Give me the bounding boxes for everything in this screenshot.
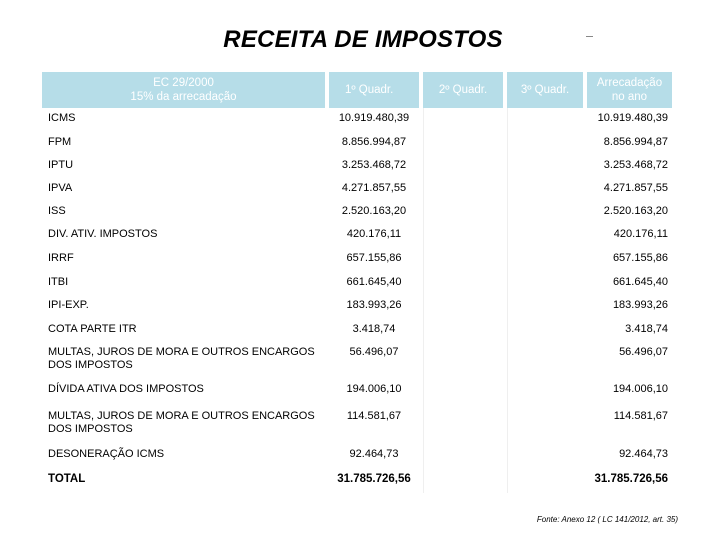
table-row xyxy=(42,224,672,248)
table-row xyxy=(42,406,672,444)
header-ec29-line2: 15% da arrecadação xyxy=(130,91,237,103)
table-row xyxy=(42,444,672,469)
table-row xyxy=(42,342,672,379)
row-label: DIV. ATIV. IMPOSTOS xyxy=(48,228,158,240)
row-q1-value: 3.418,74 xyxy=(352,323,396,335)
header-q2: 2º Quadr. xyxy=(423,72,503,108)
table-row xyxy=(42,379,672,406)
row-total-value: 3.253.468,72 xyxy=(603,159,668,171)
row-label: MULTAS, JUROS DE MORA E OUTROS ENCARGOS DOS IMPOSTOS xyxy=(48,410,315,435)
table-row xyxy=(42,295,672,319)
decorative-dash xyxy=(586,36,593,37)
row-total-value: 10.919.480,39 xyxy=(597,112,668,124)
row-q1-value: 194.006,10 xyxy=(346,383,402,395)
table-row xyxy=(42,155,672,178)
header-annual-line1: Arrecadação xyxy=(596,77,663,89)
row-q1-value: 661.645,40 xyxy=(346,276,402,288)
table-row xyxy=(42,201,672,224)
table-row xyxy=(42,108,672,132)
header-annual xyxy=(587,72,672,108)
row-q1-value: 10.919.480,39 xyxy=(338,112,410,124)
row-total-value: 183.993,26 xyxy=(612,299,668,311)
row-q1-value: 2.520.163,20 xyxy=(341,205,407,217)
total-q1-value: 31.785.726,56 xyxy=(337,473,411,485)
row-label: IRRF xyxy=(48,252,74,264)
row-total-value: 657.155,86 xyxy=(612,252,668,264)
row-total-value: 3.418,74 xyxy=(625,323,668,335)
row-q1-value: 657.155,86 xyxy=(346,252,402,264)
table-header-row xyxy=(42,72,672,108)
row-total-value: 420.176,11 xyxy=(613,228,668,240)
row-q1-value: 3.253.468,72 xyxy=(341,159,407,171)
row-q1-value: 8.856.994,87 xyxy=(341,136,407,148)
row-total-value: 114.581,67 xyxy=(613,410,668,422)
row-label: ITBI xyxy=(48,276,69,288)
table-row xyxy=(42,319,672,342)
total-label: TOTAL xyxy=(48,473,86,485)
row-label: IPVA xyxy=(48,182,73,194)
row-q1-value: 420.176,11 xyxy=(346,228,402,240)
row-label: COTA PARTE ITR xyxy=(48,323,137,335)
table-row xyxy=(42,272,672,295)
row-total-value: 4.271.857,55 xyxy=(603,182,668,194)
row-label: DESONERAÇÃO ICMS xyxy=(48,448,165,460)
header-annual-line2: no ano xyxy=(611,91,648,103)
row-total-value: 92.464,73 xyxy=(619,448,668,460)
source-note: Fonte: Anexo 12 ( LC 141/2012, art. 35) xyxy=(536,515,678,524)
row-total-value: 194.006,10 xyxy=(612,383,668,395)
row-total-value: 661.645,40 xyxy=(612,276,668,288)
row-total-value: 56.496,07 xyxy=(619,346,668,358)
tax-revenue-table xyxy=(42,72,672,493)
page-title: RECEITA DE IMPOSTOS xyxy=(223,26,503,53)
row-q1-value: 56.496,07 xyxy=(349,346,399,358)
row-label: IPTU xyxy=(48,159,74,171)
row-total-value: 8.856.994,87 xyxy=(603,136,668,148)
table-row xyxy=(42,178,672,201)
total-row xyxy=(42,469,672,493)
header-q3: 3º Quadr. xyxy=(507,72,583,108)
row-total-value: 2.520.163,20 xyxy=(603,205,668,217)
row-label: FPM xyxy=(48,136,72,148)
row-label: IPI-EXP. xyxy=(48,299,89,311)
row-label: DÍVIDA ATIVA DOS IMPOSTOS xyxy=(48,383,204,395)
row-label: ICMS xyxy=(48,112,76,124)
row-q1-value: 4.271.857,55 xyxy=(341,182,407,194)
header-q1: 1º Quadr. xyxy=(329,72,419,108)
row-label: MULTAS, JUROS DE MORA E OUTROS ENCARGOS DOS IMPOSTOS xyxy=(48,346,315,371)
header-ec29-line1: EC 29/2000 xyxy=(153,77,214,89)
row-q1-value: 114.581,67 xyxy=(346,410,402,422)
table-row xyxy=(42,132,672,155)
total-annual-value: 31.785.726,56 xyxy=(594,473,668,485)
row-label: ISS xyxy=(48,205,66,217)
row-q1-value: 92.464,73 xyxy=(349,448,399,460)
header-ec29 xyxy=(42,72,325,108)
table-row xyxy=(42,248,672,272)
row-q1-value: 183.993,26 xyxy=(346,299,402,311)
